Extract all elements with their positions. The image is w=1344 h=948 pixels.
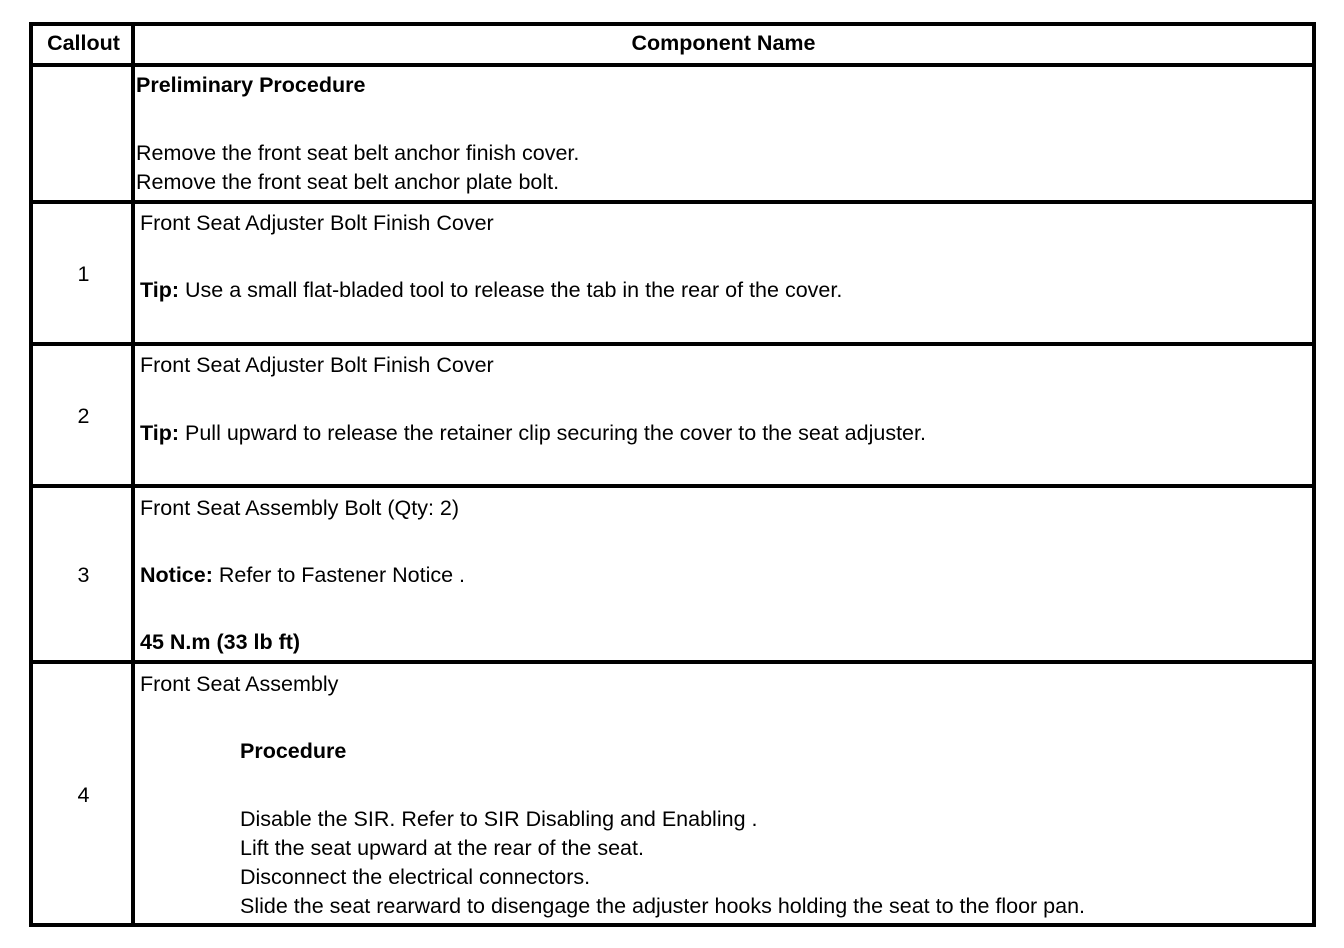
tip-body: Pull upward to release the retainer clip securing the cover to the seat adjuster. <box>179 421 926 445</box>
callout-number: 4 <box>77 783 90 807</box>
header-divider <box>29 63 1316 67</box>
tip-label: Tip: <box>140 278 180 302</box>
row-divider <box>29 200 1316 204</box>
header-callout: Callout <box>47 31 120 55</box>
callout-number: 2 <box>77 404 90 428</box>
tip-label: Tip: <box>140 421 180 445</box>
notice-label: Notice: <box>140 563 213 587</box>
tip-text <box>140 423 926 445</box>
notice-body: Refer to Fastener Notice . <box>212 563 466 587</box>
procedure-table <box>29 22 1316 927</box>
row-divider <box>29 484 1316 488</box>
preliminary-step: Remove the front seat belt anchor finish cover. <box>136 141 580 165</box>
tip-text <box>140 280 842 302</box>
table-border-bottom <box>29 923 1316 927</box>
procedure-step: Slide the seat rearward to disengage the adjuster hooks holding the seat to the floor pan. <box>240 894 1086 918</box>
callout-number: 1 <box>77 262 90 286</box>
preliminary-title: Preliminary Procedure <box>136 73 366 97</box>
tip-body: Use a small flat-bladed tool to release the tab in the rear of the cover. <box>179 278 843 302</box>
table-border-top <box>29 22 1316 26</box>
component-name: Front Seat Adjuster Bolt Finish Cover <box>140 353 494 377</box>
header-component-name: Component Name <box>631 31 816 55</box>
preliminary-step: Remove the front seat belt anchor plate bolt. <box>136 170 560 194</box>
procedure-title: Procedure <box>240 739 347 763</box>
row-divider <box>29 342 1316 346</box>
callout-number: 3 <box>77 563 90 587</box>
component-name: Front Seat Assembly Bolt (Qty: 2) <box>140 496 460 520</box>
procedure-step: Lift the seat upward at the rear of the seat. <box>240 836 644 860</box>
row-divider <box>29 660 1316 664</box>
component-name: Front Seat Assembly <box>140 672 339 696</box>
table-border-right <box>1312 22 1316 927</box>
component-name: Front Seat Adjuster Bolt Finish Cover <box>140 211 494 235</box>
procedure-step: Disconnect the electrical connectors. <box>240 865 591 889</box>
procedure-step: Disable the SIR. Refer to SIR Disabling and Enabling . <box>240 807 758 831</box>
torque-spec: 45 N.m (33 lb ft) <box>140 630 301 654</box>
notice-text <box>140 565 465 587</box>
